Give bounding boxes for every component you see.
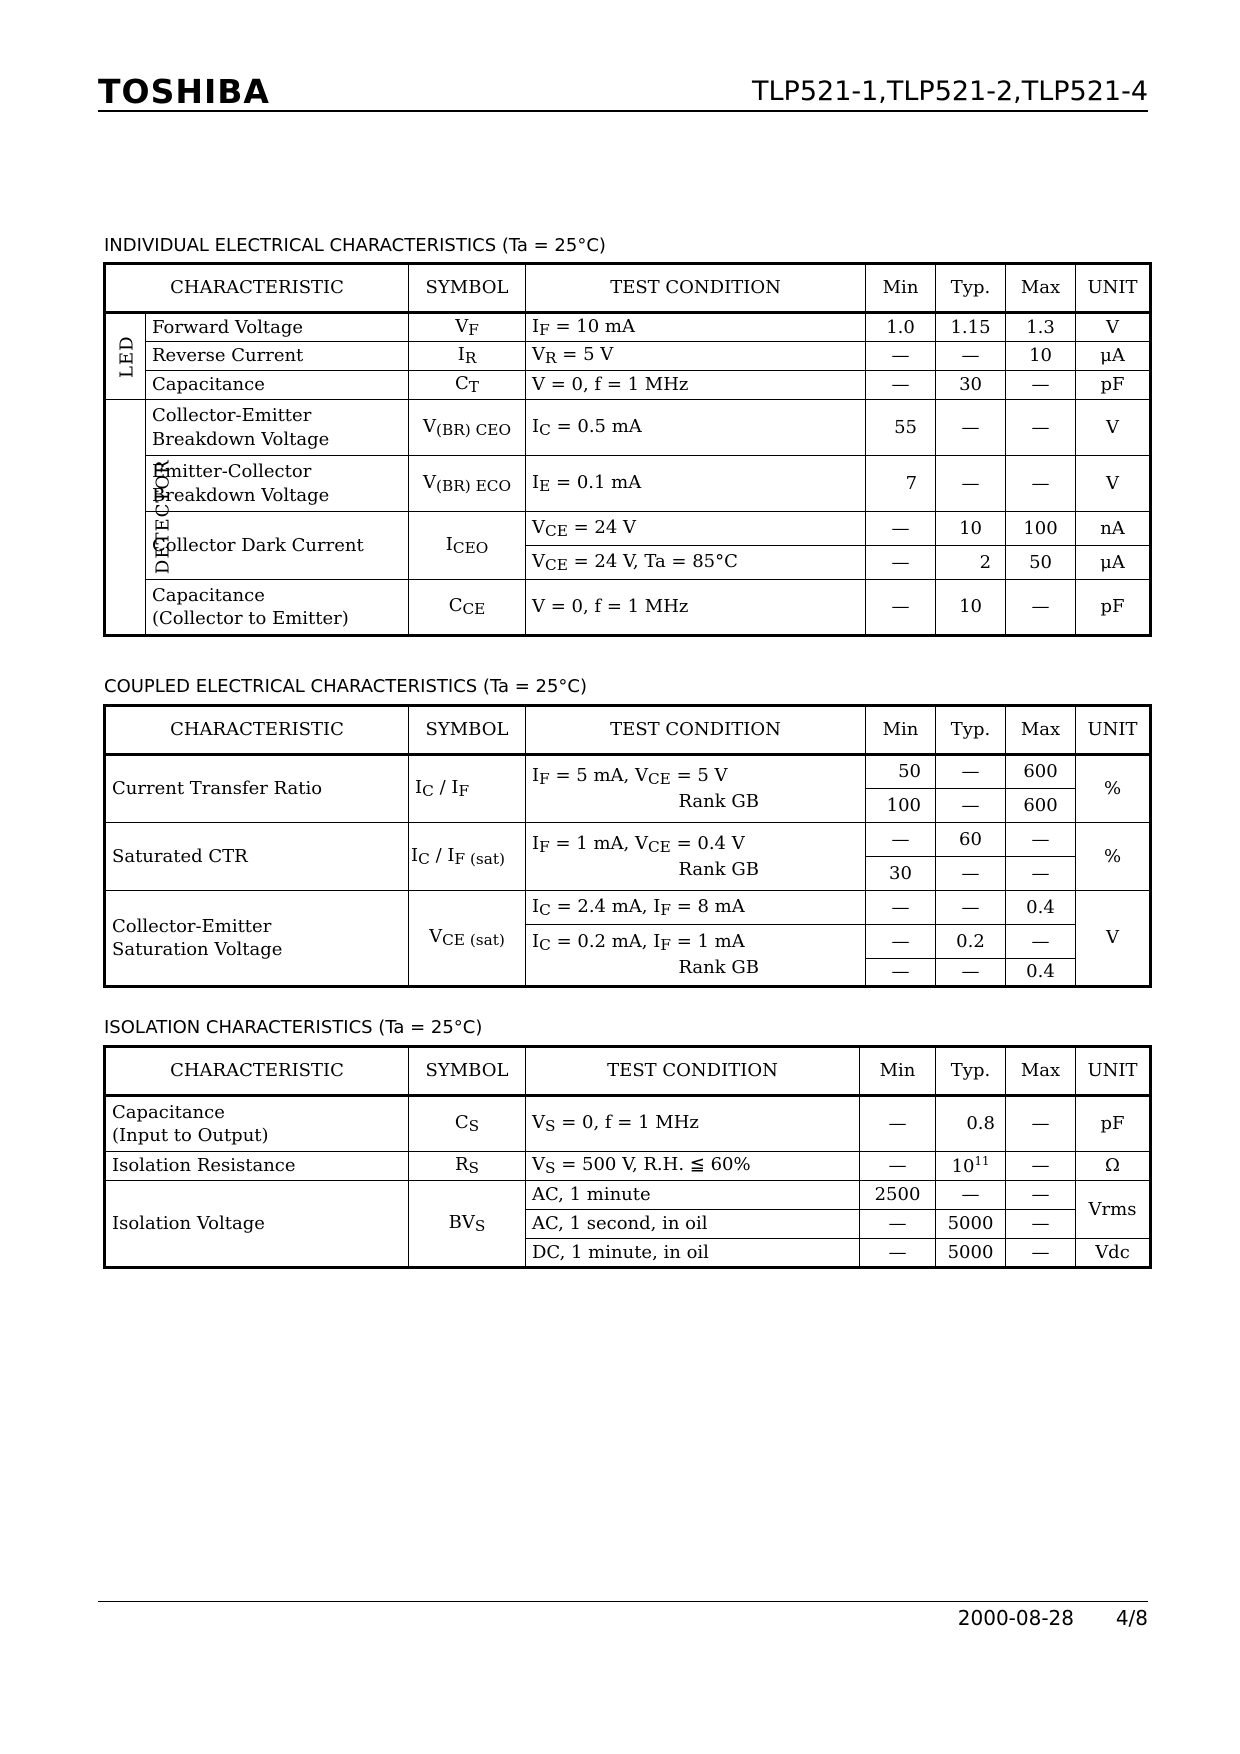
symbol-cell: $C_{CE}$ [409,580,526,636]
typ-cell: 1.15 [936,313,1006,342]
table-header-row [105,706,1151,755]
min-cell: 2500 [860,1181,936,1210]
characteristic-cell: Reverse Current [146,342,409,371]
header-symbol: SYMBOL [409,264,526,313]
min-cell: — [860,1210,936,1239]
characteristic-cell: Saturated CTR [105,823,409,891]
unit-cell: V [1076,456,1151,512]
symbol-cell: $I_{CEO}$ [409,512,526,580]
characteristic-cell: Collector Dark Current [146,512,409,580]
condition-cell: V = 0, f = 1 MHz [526,371,866,400]
header-max: Max [1006,706,1076,755]
max-cell: 50 [1006,546,1076,580]
max-cell: 0.4 [1006,891,1076,925]
min-cell: 55 [866,400,936,456]
table-row [105,456,1151,512]
unit-cell: V [1076,400,1151,456]
min-cell: 100 [866,789,936,823]
min-cell: — [866,546,936,580]
unit-cell: pF [1076,580,1151,636]
symbol-cell: $I_R$ [409,342,526,371]
typ-cell: 10 [936,580,1006,636]
footer-date: 2000-08-28 [957,1606,1074,1630]
characteristic-cell: Capacitance (Input to Output) [105,1096,409,1152]
condition-cell: AC, 1 minute [526,1181,860,1210]
typ-cell: 30 [936,371,1006,400]
max-cell: — [1006,1152,1076,1181]
characteristic-cell: Emitter-Collector Breakdown Voltage [146,456,409,512]
condition-cell: $I_F = 5$ mA, $V_{CE} = 5$ V Rank GB [526,755,866,823]
symbol-cell: $V_F$ [409,313,526,342]
header-characteristic: CHARACTERISTIC [105,706,409,755]
condition-cell: $I_F = 1$ mA, $V_{CE} = 0.4$ V Rank GB [526,823,866,891]
header-typ: Typ. [936,1047,1006,1096]
min-cell: — [866,342,936,371]
min-cell: 7 [866,456,936,512]
table-row [105,371,1151,400]
table-header-row [105,1047,1151,1096]
symbol-cell: $BV_S$ [409,1181,526,1268]
typ-cell: — [936,755,1006,789]
typ-cell: — [936,1181,1006,1210]
detector-group-label: DETECTOR [105,400,146,636]
table-row [105,1152,1151,1181]
table-row [105,823,1151,857]
min-cell: 50 [866,755,936,789]
max-cell: 600 [1006,755,1076,789]
condition-cell: V = 0, f = 1 MHz [526,580,866,636]
min-cell: 30 [866,857,936,891]
header-symbol: SYMBOL [409,706,526,755]
max-cell: — [1006,1096,1076,1152]
condition-cell: $I_C = 0.5$ mA [526,400,866,456]
characteristic-cell: Capacitance [146,371,409,400]
typ-cell: — [936,857,1006,891]
characteristic-cell: Capacitance (Collector to Emitter) [146,580,409,636]
max-cell: 600 [1006,789,1076,823]
individual-characteristics-table [103,262,1152,637]
typ-cell: — [936,959,1006,987]
unit-cell: μA [1076,342,1151,371]
table-row [105,580,1151,636]
unit-cell: % [1076,823,1151,891]
header-typ: Typ. [936,264,1006,313]
max-cell: 0.4 [1006,959,1076,987]
isolation-section-title: ISOLATION CHARACTERISTICS (Ta = 25°C) [104,1017,483,1038]
symbol-cell: $V_{CE (sat)}$ [409,891,526,987]
page-number: 4/8 [1115,1606,1148,1630]
header-characteristic: CHARACTERISTIC [105,264,409,313]
header-characteristic: CHARACTERISTIC [105,1047,409,1096]
header-max: Max [1006,264,1076,313]
coupled-section-title: COUPLED ELECTRICAL CHARACTERISTICS (Ta = 25°C) [104,676,588,697]
max-cell: — [1006,1210,1076,1239]
table-row [105,1181,1151,1210]
typ-cell: 5000 [936,1210,1006,1239]
footer-divider [98,1601,1148,1602]
max-cell: 100 [1006,512,1076,546]
max-cell: — [1006,1181,1076,1210]
condition-cell: $I_C = 0.2$ mA, $I_F = 1$ mA Rank GB [526,925,866,987]
table-row [105,400,1151,456]
max-cell: 1.3 [1006,313,1076,342]
min-cell: — [866,823,936,857]
individual-section-title: INDIVIDUAL ELECTRICAL CHARACTERISTICS (Ta = 25°C) [104,235,606,256]
symbol-cell: $C_T$ [409,371,526,400]
characteristic-cell: Collector-Emitter Breakdown Voltage [146,400,409,456]
max-cell: — [1006,925,1076,959]
condition-cell: $V_{CE} = 24$ V [526,512,866,546]
table-row [105,1096,1151,1152]
min-cell: — [860,1152,936,1181]
typ-cell: — [936,400,1006,456]
table-header-row [105,264,1151,313]
symbol-cell: $I_C / I_F$ [409,755,526,823]
max-cell: — [1006,400,1076,456]
header-symbol: SYMBOL [409,1047,526,1096]
unit-cell: pF [1076,371,1151,400]
header-typ: Typ. [936,706,1006,755]
typ-cell: — [936,342,1006,371]
max-cell: 10 [1006,342,1076,371]
unit-cell: Ω [1076,1152,1151,1181]
unit-cell: μA [1076,546,1151,580]
table-row [105,313,1151,342]
isolation-characteristics-table [103,1045,1152,1269]
condition-cell: $V_R = 5$ V [526,342,866,371]
header-unit: UNIT [1076,1047,1151,1096]
symbol-cell: $V_{(BR) ECO}$ [409,456,526,512]
condition-cell: AC, 1 second, in oil [526,1210,860,1239]
typ-cell: 0.2 [936,925,1006,959]
unit-cell: V [1076,313,1151,342]
characteristic-cell: Isolation Resistance [105,1152,409,1181]
header-test-condition: TEST CONDITION [526,1047,860,1096]
table-row [105,512,1151,546]
max-cell: — [1006,823,1076,857]
condition-cell: $V_S = 0$, f = 1 MHz [526,1096,860,1152]
min-cell: — [860,1239,936,1268]
header-unit: UNIT [1076,706,1151,755]
min-cell: — [866,580,936,636]
min-cell: — [866,891,936,925]
min-cell: 1.0 [866,313,936,342]
condition-cell: $V_S = 500$ V, R.H. ≦ 60% [526,1152,860,1181]
condition-cell: $I_F = 10$ mA [526,313,866,342]
max-cell: — [1006,580,1076,636]
brand-logo: TOSHIBA [98,72,270,111]
typ-cell: $10^{11}$ [936,1152,1006,1181]
unit-cell: Vdc [1076,1239,1151,1268]
table-row [105,755,1151,789]
min-cell: — [866,512,936,546]
max-cell: — [1006,456,1076,512]
symbol-cell: $I_C / I_{F (sat)}$ [409,823,526,891]
min-cell: — [866,959,936,987]
min-cell: — [866,925,936,959]
header-max: Max [1006,1047,1076,1096]
condition-cell: $V_{CE} = 24$ V, Ta = 85°C [526,546,866,580]
header-min: Min [860,1047,936,1096]
part-numbers-title: TLP521-1,TLP521-2,TLP521-4 [752,76,1148,107]
min-cell: — [866,371,936,400]
header-test-condition: TEST CONDITION [526,706,866,755]
header-min: Min [866,706,936,755]
condition-cell: $I_C = 2.4$ mA, $I_F = 8$ mA [526,891,866,925]
characteristic-cell: Current Transfer Ratio [105,755,409,823]
typ-cell: 2 [936,546,1006,580]
typ-cell: — [936,789,1006,823]
symbol-cell: $C_S$ [409,1096,526,1152]
condition-cell: $I_E = 0.1$ mA [526,456,866,512]
max-cell: — [1006,857,1076,891]
symbol-cell: $R_S$ [409,1152,526,1181]
table-row [105,891,1151,925]
symbol-cell: $V_{(BR) CEO}$ [409,400,526,456]
typ-cell: 0.8 [936,1096,1006,1152]
unit-cell: pF [1076,1096,1151,1152]
header-divider [98,110,1148,112]
header-unit: UNIT [1076,264,1151,313]
coupled-characteristics-table [103,704,1152,988]
unit-cell: Vrms [1076,1181,1151,1239]
typ-cell: — [936,891,1006,925]
characteristic-cell: Isolation Voltage [105,1181,409,1268]
min-cell: — [860,1096,936,1152]
typ-cell: 5000 [936,1239,1006,1268]
unit-cell: V [1076,891,1151,987]
characteristic-cell: Forward Voltage [146,313,409,342]
header-test-condition: TEST CONDITION [526,264,866,313]
table-row [105,342,1151,371]
condition-cell: DC, 1 minute, in oil [526,1239,860,1268]
max-cell: — [1006,1239,1076,1268]
unit-cell: nA [1076,512,1151,546]
led-group-label: LED [105,313,146,400]
characteristic-cell: Collector-Emitter Saturation Voltage [105,891,409,987]
typ-cell: — [936,456,1006,512]
typ-cell: 10 [936,512,1006,546]
header-min: Min [866,264,936,313]
typ-cell: 60 [936,823,1006,857]
max-cell: — [1006,371,1076,400]
unit-cell: % [1076,755,1151,823]
